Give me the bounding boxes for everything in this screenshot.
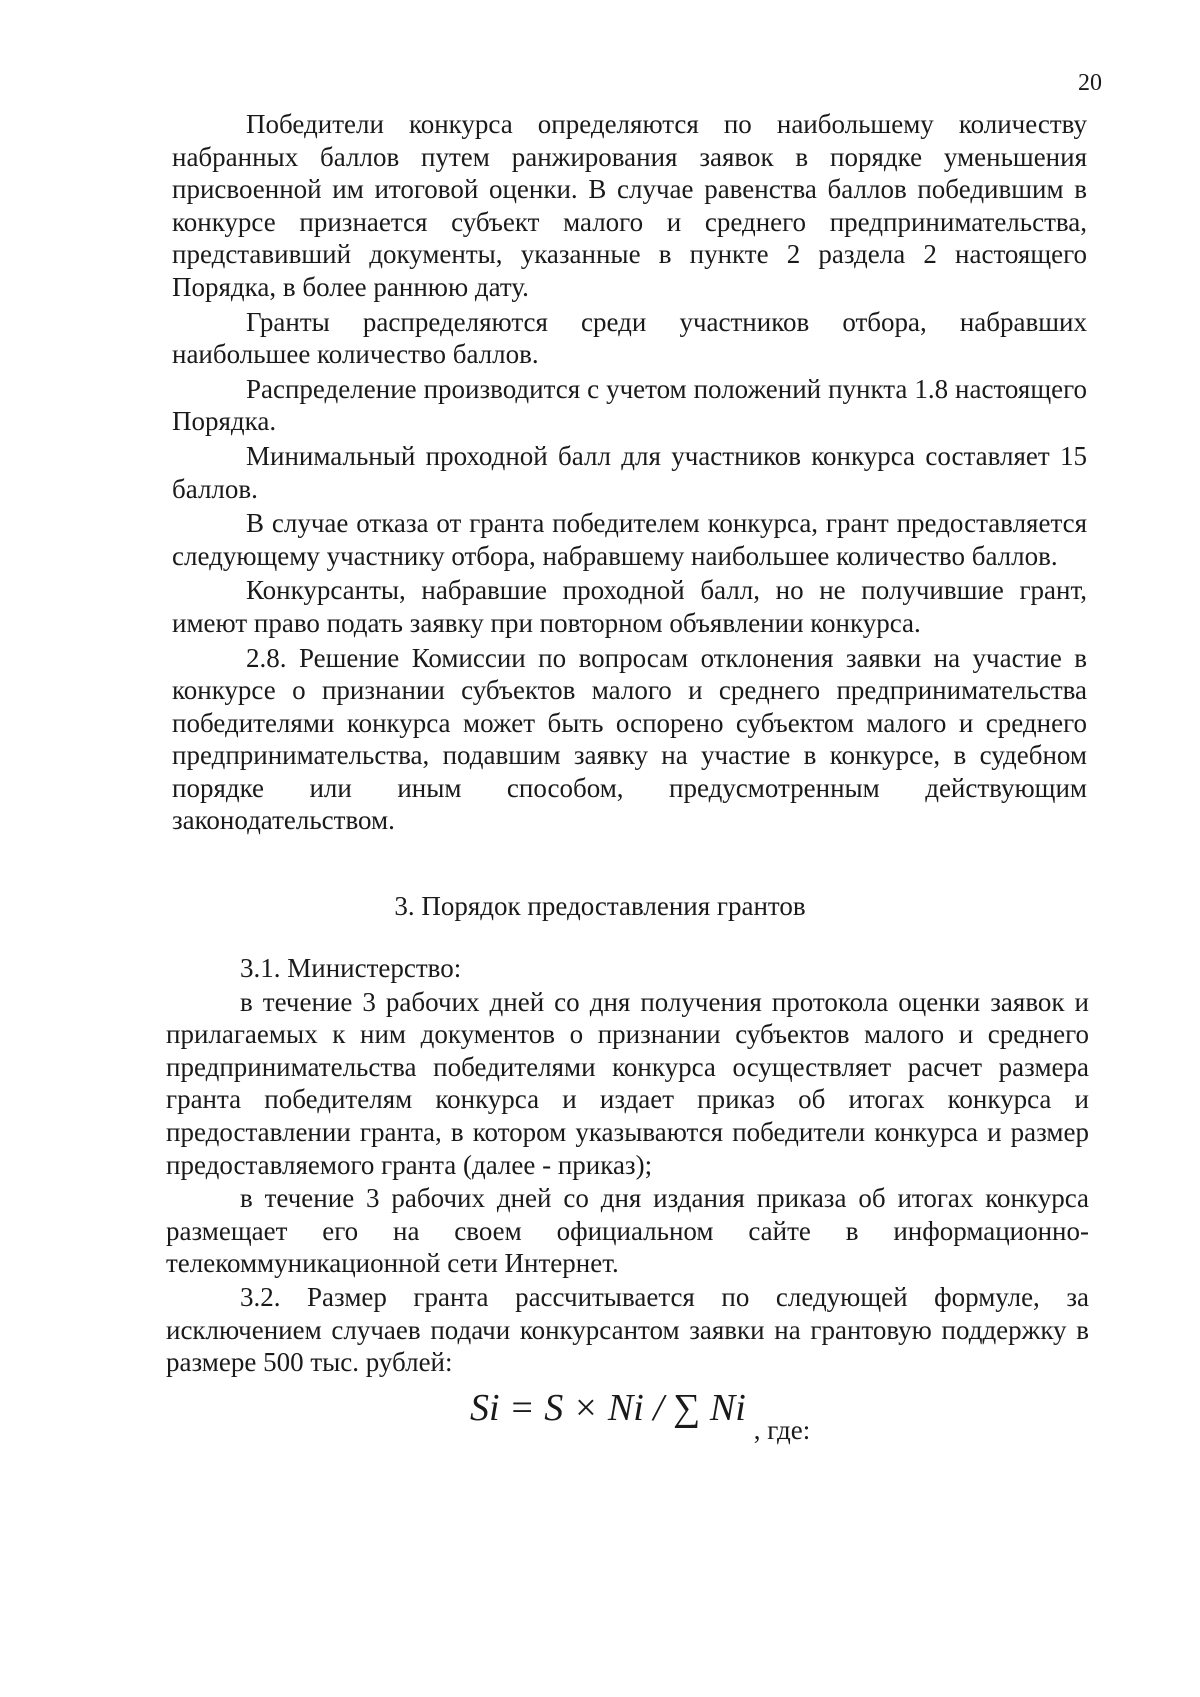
formula-expression: Si = S × Ni / ∑ Ni [470,1387,746,1429]
paragraph: В случае отказа от гранта победителем конкурса, грант предоставляется следующему участнику отбора, набравшему наибольшее количество баллов. [172,508,1087,571]
grant-formula [470,1386,811,1445]
paragraph: 3.1. Министерство: [240,953,462,983]
paragraph: Распределение производится с учетом положений пункта 1.8 настоящего Порядка. [172,373,1087,437]
formula-suffix: , где: [753,1415,811,1445]
paragraph: в течение 3 рабочих дней со дня издания приказа об итогах конкурса размещает его на своем официальном сайте в информационно-телекоммуникационной сети Интернет. [166,1183,1089,1279]
paragraph: 2.8. Решение Комиссии по вопросам отклонения заявки на участие в конкурсе о признании субъектов малого и среднего предпринимательства победителями конкурса может быть оспорено субъектом малого и среднего предпринимательства, подавшим заявку на участие в конкурсе, в судебном порядке или иным способом, предусмотренным действующим законодательством. [172,642,1087,836]
section-2-text [172,108,1087,837]
paragraph: Конкурсанты, набравшие проходной балл, но не получившие грант, имеют право подать заявку при повторном объявлении конкурса. [172,575,1087,638]
section-heading: 3. Порядок предоставления грантов [394,891,806,921]
paragraph: в течение 3 рабочих дней со дня получения протокола оценки заявок и прилагаемых к ним документов о признании субъектов малого и среднего предпринимательства победителями конкурса осуществляет расчет размера гранта победителям конкурса и издает приказ об итогах конкурса и предоставлении гранта, в котором указываются победители конкурса и размер предоставляемого гранта (далее - приказ); [166,986,1089,1180]
page-number: 20 [1078,70,1102,96]
paragraph: Победители конкурса определяются по наибольшему количеству набранных баллов путем ранжирования заявок в порядке уменьшения присвоенной им итоговой оценки. В случае равенства баллов победившим в конкурсе признается субъект малого и среднего предпринимательства, представивший документы, указанные в пункте 2 раздела 2 настоящего Порядка, в более раннюю дату. [172,109,1087,302]
paragraph: 3.2. Размер гранта рассчитывается по следующей формуле, за исключением случаев подачи конкурсантом заявки на грантовую поддержку в размере 500 тыс. рублей: [166,1281,1089,1378]
paragraph: Гранты распределяются среди участников отбора, набравших наибольшее количество баллов. [172,306,1087,370]
section-3-text [166,952,1089,1379]
paragraph: Минимальный проходной балл для участников конкурса составляет 15 баллов. [172,440,1087,504]
